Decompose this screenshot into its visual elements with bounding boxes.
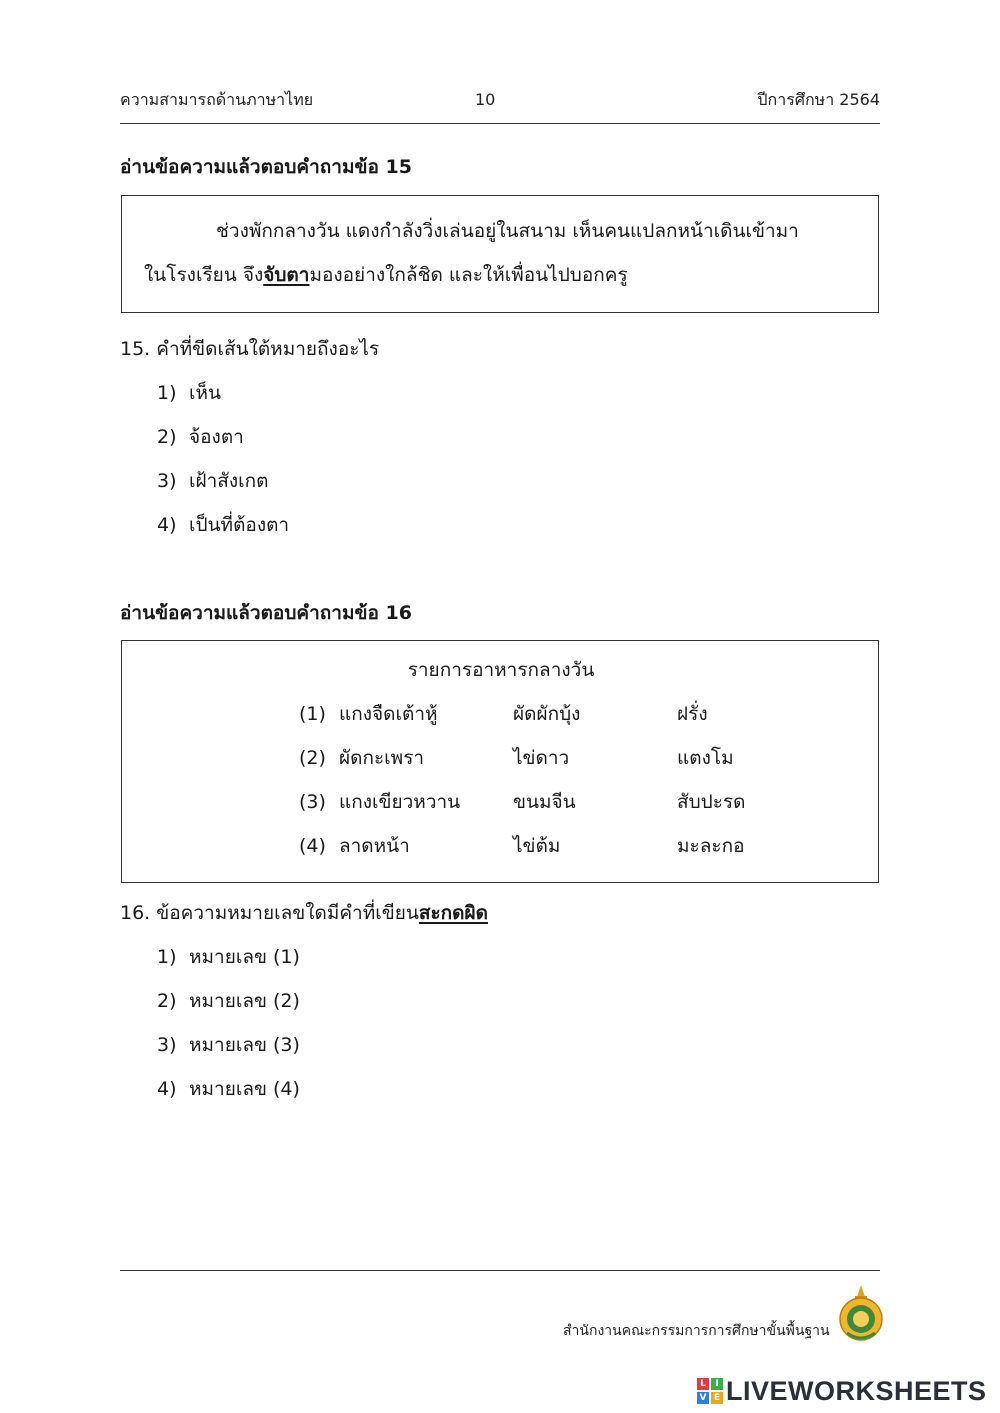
menu-row-2-item-b: ไข่ดาว <box>513 747 570 769</box>
question-16 <box>120 898 488 928</box>
q15-option-1-text: เห็น <box>189 382 222 404</box>
underlined-word: จับตา <box>263 264 310 286</box>
menu-row-4-number: (4) <box>299 835 326 857</box>
menu-row-1-number: (1) <box>299 703 326 725</box>
q15-option-3-number: 3) <box>157 470 177 492</box>
question-16-start: 16. ข้อความหมายเลขใดมีคำที่เขียน <box>120 902 419 924</box>
liveworksheets-wordmark: LIVEWORKSHEETS <box>726 1375 987 1406</box>
menu-row-1-item-c: ฝรั่ง <box>677 703 708 725</box>
q15-option-4-number: 4) <box>157 514 177 536</box>
menu-row-2-item-c: แตงโม <box>677 747 734 769</box>
q15-option-2[interactable] <box>157 422 244 452</box>
menu-row-2-item-a: ผัดกะเพรา <box>339 747 425 769</box>
menu-row-1-item-b: ผัดผักบุ้ง <box>513 703 581 725</box>
obec-seal-icon <box>838 1283 884 1343</box>
q16-option-1-text: หมายเลข (1) <box>189 946 300 968</box>
header-left-title: ความสามารถด้านภาษาไทย <box>120 90 314 109</box>
q15-option-3-text: เฝ้าสังเกต <box>189 470 269 492</box>
passage-box-15 <box>121 195 879 313</box>
q15-option-3[interactable] <box>157 466 269 496</box>
logo-tile-l: L <box>697 1378 709 1390</box>
logo-tile-i: I <box>711 1378 723 1390</box>
passage-line-2 <box>144 260 628 290</box>
footer-office-name: สำนักงานคณะกรรมการการศึกษาขั้นพื้นฐาน <box>563 1323 830 1339</box>
menu-box-16 <box>121 640 879 883</box>
menu-row-3-item-b: ขนมจีน <box>513 791 576 813</box>
section-15-heading: อ่านข้อความแล้วตอบคำถามข้อ 15 <box>120 156 412 178</box>
logo-tile-v: V <box>697 1392 709 1404</box>
page-number: 10 <box>475 90 496 109</box>
menu-row-4-item-a: ลาดหน้า <box>339 835 410 857</box>
liveworksheets-grid-icon <box>697 1378 723 1404</box>
passage-line-2-end: มองอย่างใกล้ชิด และให้เพื่อนไปบอกครู <box>309 264 628 286</box>
q16-option-4-text: หมายเลข (4) <box>189 1078 300 1100</box>
q16-option-3[interactable] <box>157 1030 300 1060</box>
menu-row-3-item-a: แกงเขียวหวาน <box>339 791 461 813</box>
q16-option-3-number: 3) <box>157 1034 177 1056</box>
q16-option-1-number: 1) <box>157 946 177 968</box>
menu-row-1-item-a: แกงจืดเต้าหู้ <box>339 703 438 725</box>
question-15: 15. คำที่ขีดเส้นใต้หมายถึงอะไร <box>120 338 380 360</box>
q15-option-2-number: 2) <box>157 426 177 448</box>
q16-option-4[interactable] <box>157 1074 300 1104</box>
menu-row-3-number: (3) <box>299 791 326 813</box>
header-right-year: ปีการศึกษา 2564 <box>757 90 880 109</box>
menu-row-4-item-b: ไข่ต้ม <box>513 835 561 857</box>
q16-option-2-text: หมายเลข (2) <box>189 990 300 1012</box>
liveworksheets-logo[interactable] <box>697 1374 987 1408</box>
logo-tile-e: E <box>711 1392 723 1404</box>
q15-option-4-text: เป็นที่ต้องตา <box>189 514 290 536</box>
q15-option-1-number: 1) <box>157 382 177 404</box>
header-divider <box>120 123 880 124</box>
q16-option-3-text: หมายเลข (3) <box>189 1034 300 1056</box>
menu-row-3-item-c: สับปะรด <box>677 791 746 813</box>
q15-option-2-text: จ้องตา <box>189 426 244 448</box>
question-16-underlined: สะกดผิด <box>418 902 488 924</box>
q15-option-1[interactable] <box>157 378 221 408</box>
q16-option-2[interactable] <box>157 986 300 1016</box>
footer-divider <box>120 1270 880 1271</box>
q16-option-4-number: 4) <box>157 1078 177 1100</box>
q16-option-1[interactable] <box>157 942 300 972</box>
passage-line-2-start: ในโรงเรียน จึง <box>144 264 264 286</box>
q15-option-4[interactable] <box>157 510 289 540</box>
passage-line-1: ช่วงพักกลางวัน แดงกำลังวิ่งเล่นอยู่ในสนาม เห็นคนแปลกหน้าเดินเข้ามา <box>216 220 799 242</box>
menu-row-4-item-c: มะละกอ <box>677 835 745 857</box>
menu-row-2-number: (2) <box>299 747 326 769</box>
section-16-heading: อ่านข้อความแล้วตอบคำถามข้อ 16 <box>120 602 412 624</box>
menu-title: รายการอาหารกลางวัน <box>407 659 595 681</box>
q16-option-2-number: 2) <box>157 990 177 1012</box>
